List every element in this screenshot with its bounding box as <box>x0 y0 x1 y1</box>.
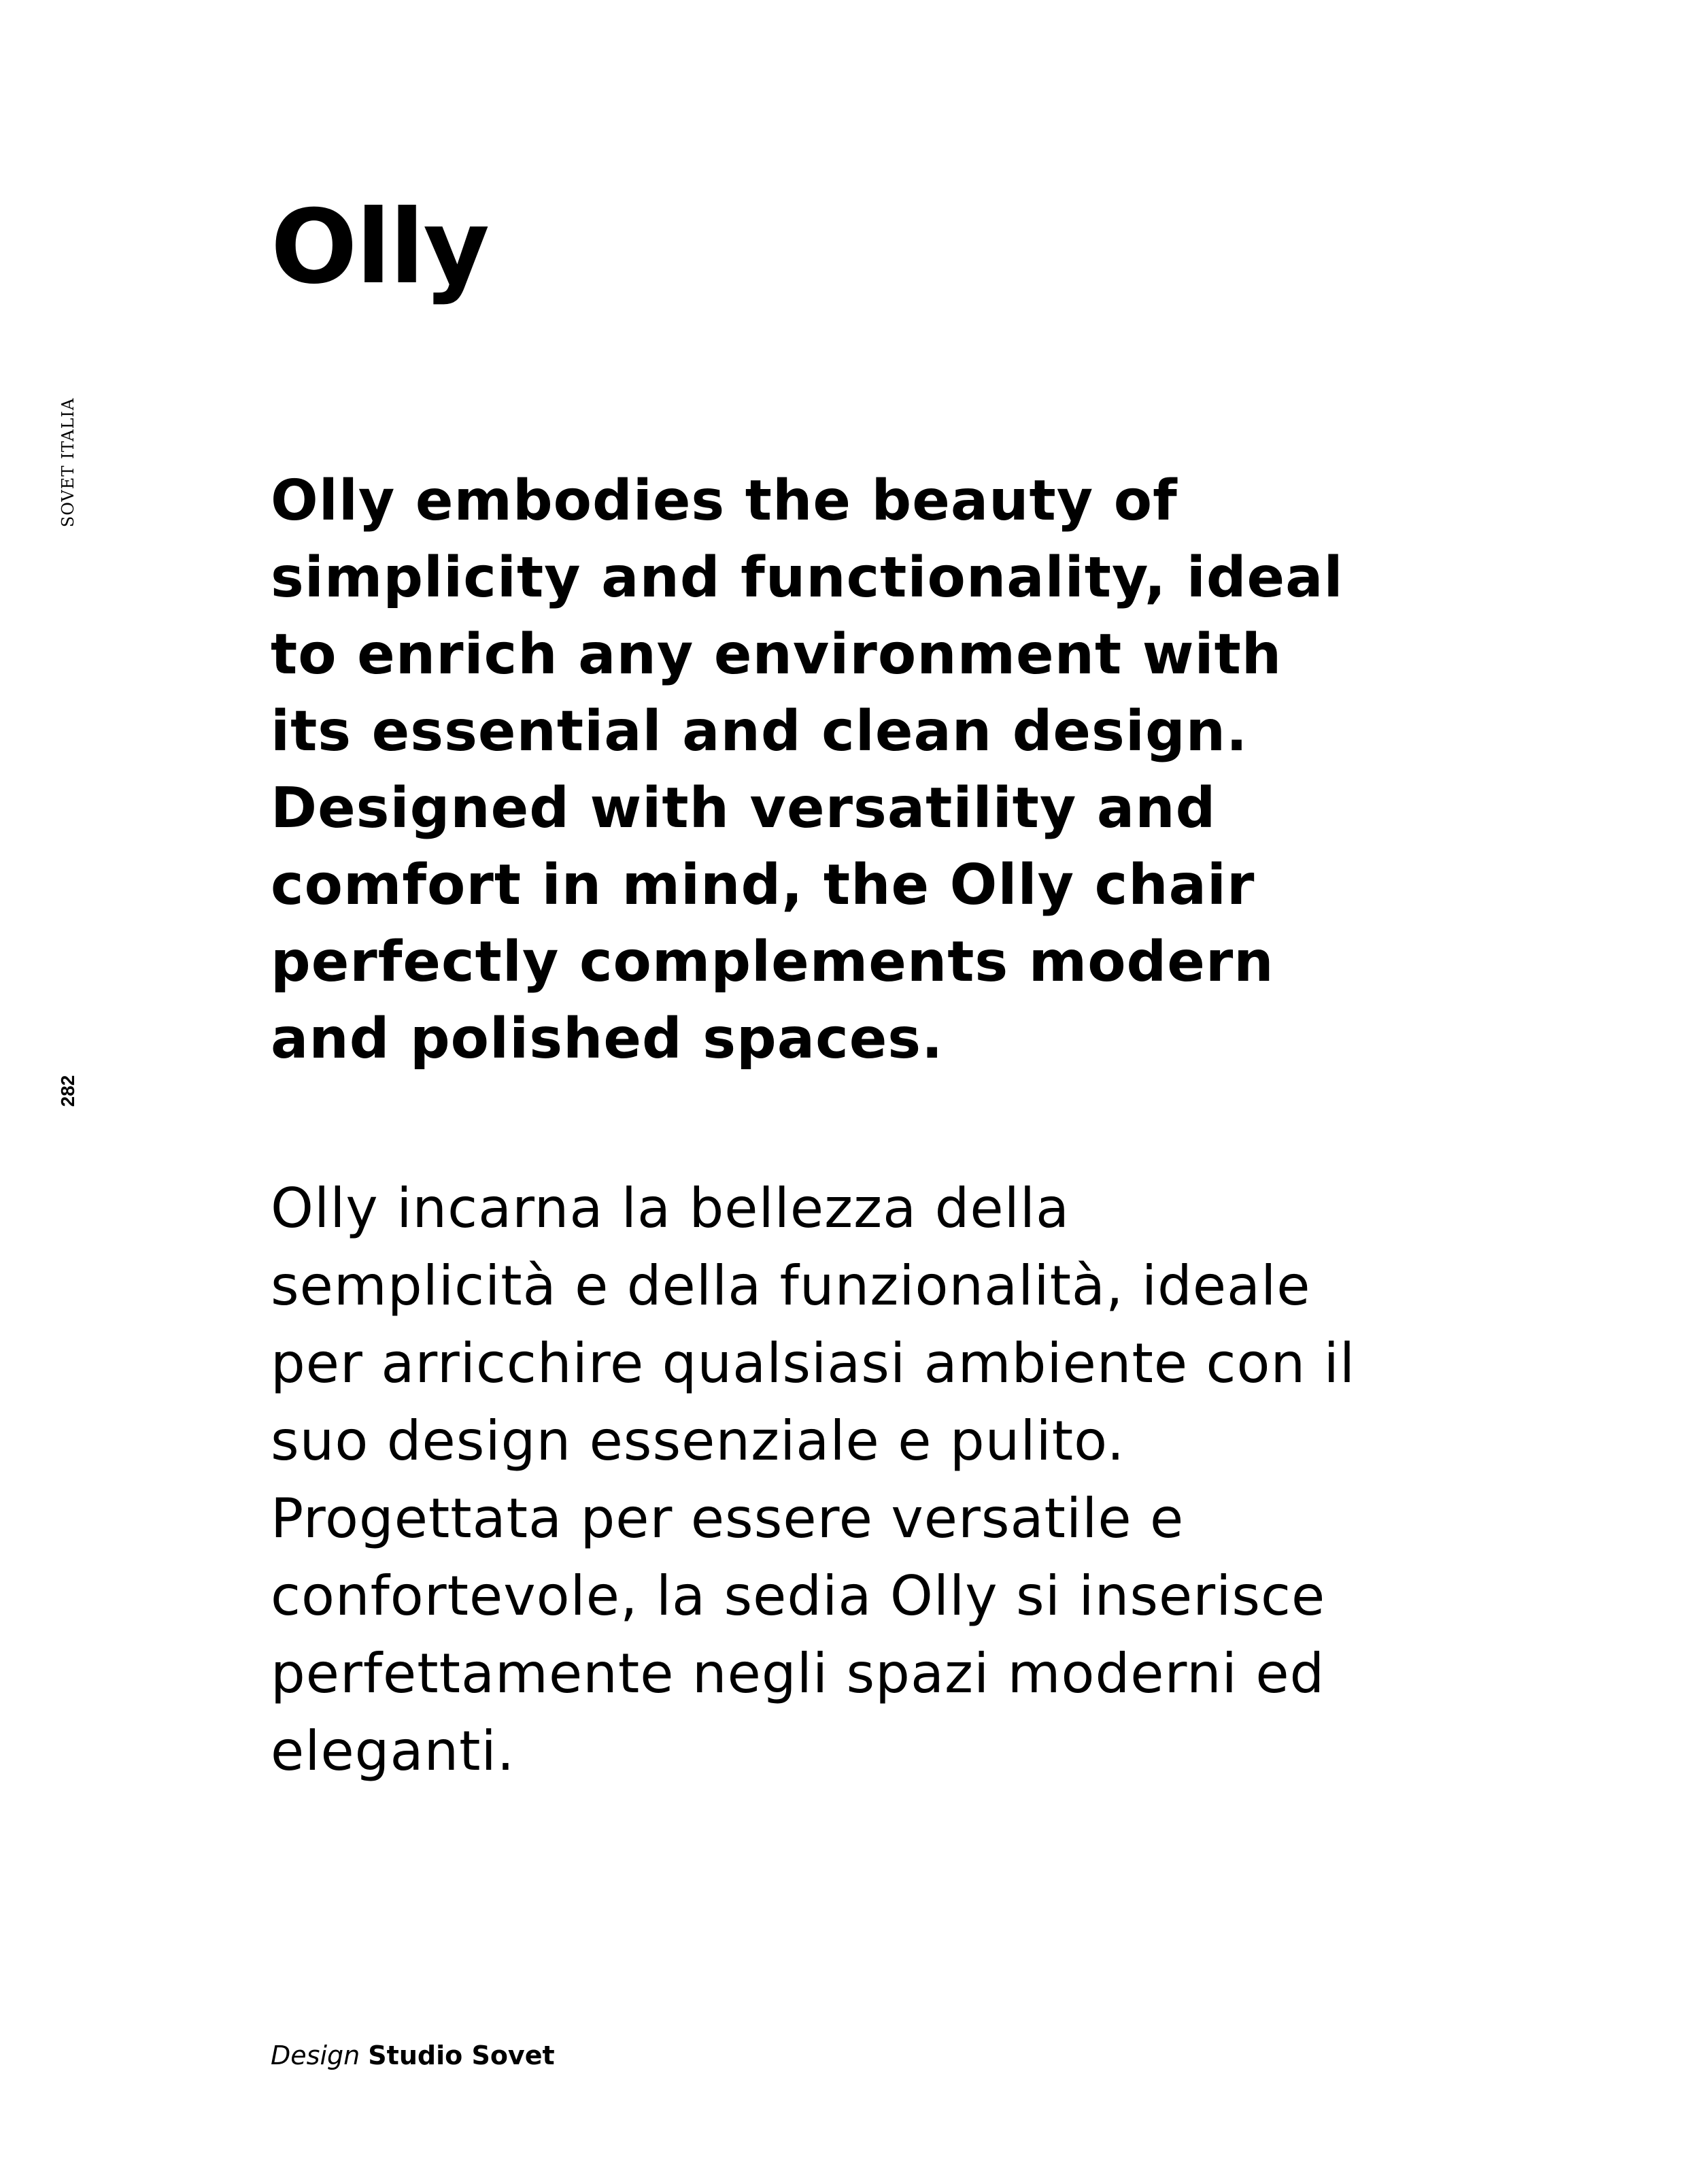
credit-label: Design <box>271 2040 360 2070</box>
page-number: 282 <box>57 1075 78 1107</box>
page-title: Olly <box>271 188 489 307</box>
italian-description: Olly incarna la bellezza della semplicità e della funzionalità, ideale per arricchire qualsiasi ambiente con il suo design essenziale e pulito. Progettata per essere versatile e confortevole, la sedia Olly si inserisce perfettamente negli spazi moderni ed eleganti. <box>271 1177 1356 1783</box>
credit-studio: Studio Sovet <box>368 2040 555 2070</box>
english-description: Olly embodies the beauty of simplicity and functionality, ideal to enrich any environment with its essential and clean design. Designed with versatility and comfort in mind, the Olly chair perfectly complements modern and polished spaces. <box>271 469 1344 1071</box>
brand-label: SOVET ITALIA <box>58 397 78 528</box>
design-credit <box>271 2040 555 2072</box>
